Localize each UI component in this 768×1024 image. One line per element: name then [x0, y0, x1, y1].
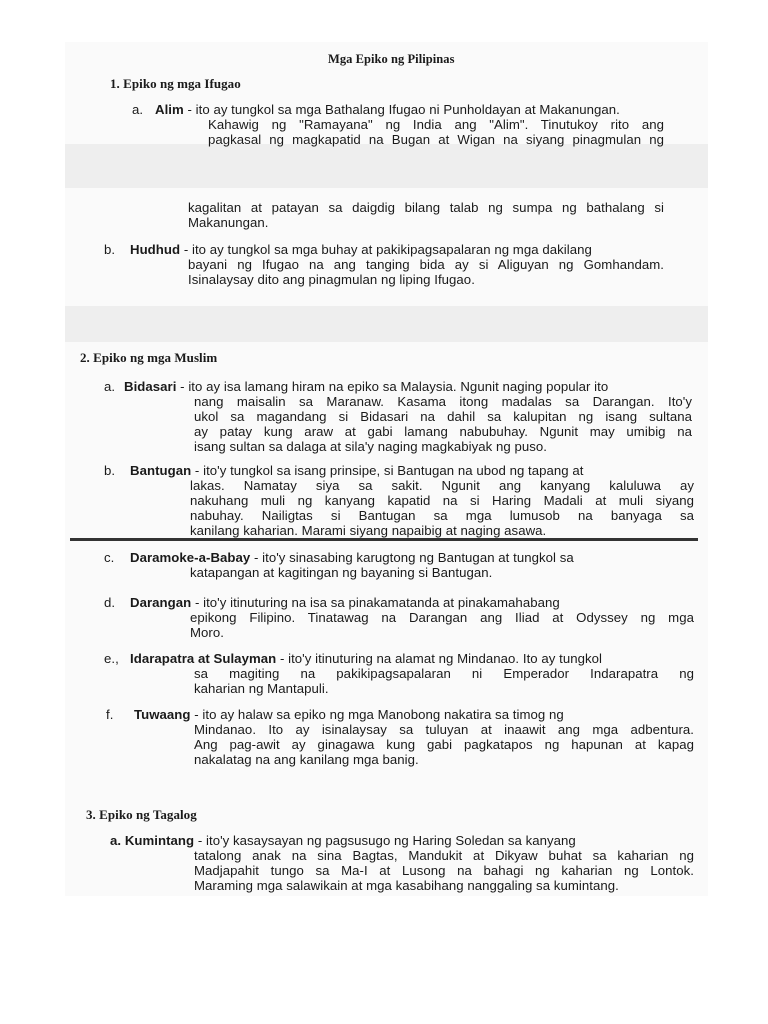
- item-text-line: Maraming mga salawikain at mga kasabihang nanggaling sa kumintang.: [194, 878, 619, 893]
- item-text-line: Madjapahit tungo sa Ma-I at Lusong na bahagi ng kaharian ng Lontok.: [194, 863, 694, 878]
- item-text-line: Mindanao. Ito ay isinalaysay sa tuluyan at inaawit ang mga adbentura.: [194, 722, 694, 737]
- item-text-line: tatalong anak na sina Bagtas, Mandukit at Dikyaw buhat sa kaharian ng: [194, 848, 694, 863]
- item-text-line: kanilang kaharian. Marami siyang napaibig at naging asawa.: [190, 523, 547, 538]
- scan-gap-band: [65, 306, 708, 342]
- item-text-line: nakuhang muli ng kanyang kapatid na si Haring Madali at muli siyang: [190, 493, 694, 508]
- item-letter: d.: [104, 595, 116, 610]
- page-separator-line: [70, 538, 698, 541]
- item-text-line: - ito'y sinasabing karugtong ng Bantugan at tungkol sa: [250, 550, 574, 565]
- section-heading: 1. Epiko ng mga Ifugao: [110, 76, 241, 91]
- epic-name: Daramoke-a-Babay: [130, 550, 251, 565]
- epic-name: Tuwaang: [134, 707, 191, 722]
- item-text-line: ay patay kung araw at gabi lamang nabubuhay. Ngunit may umibig na: [194, 424, 692, 439]
- epic-name: Kumintang: [124, 833, 195, 848]
- item-text-line: - ito'y itinuturing na alamat ng Mindanao. Ito ay tungkol: [276, 651, 603, 666]
- epic-name: Idarapatra at Sulayman: [130, 651, 277, 666]
- item-letter: e.,: [104, 651, 119, 666]
- item-text-line: - ito'y tungkol sa isang prinsipe, si Bantugan na ubod ng tapang at: [191, 463, 584, 478]
- item-text-line: - ito'y kasaysayan ng pagsusugo ng Haring Soledan sa kanyang: [194, 833, 576, 848]
- scan-gap-band: [65, 144, 708, 188]
- list-item: [155, 102, 620, 117]
- document-title: Mga Epiko ng Pilipinas: [328, 52, 455, 66]
- list-item: [124, 379, 608, 394]
- list-item: [130, 595, 560, 610]
- item-letter: a.: [110, 833, 122, 848]
- item-letter: f.: [106, 707, 114, 722]
- section-heading: 2. Epiko ng mga Muslim: [80, 350, 218, 365]
- item-text-line: - ito ay isa lamang hiram na epiko sa Malaysia. Ngunit naging popular ito: [176, 379, 609, 394]
- list-item: [134, 707, 564, 722]
- list-item: [130, 651, 602, 666]
- item-text-line: Makanungan.: [188, 215, 269, 230]
- item-text-line: bayani ng Ifugao na ang tanging bida ay si Aliguyan ng Gomhandam.: [188, 257, 664, 272]
- item-text-line: epikong Filipino. Tinatawag na Darangan ang Iliad at Odyssey ng mga: [190, 610, 694, 625]
- item-letter: b.: [104, 242, 116, 257]
- section-heading: 3. Epiko ng Tagalog: [86, 807, 197, 822]
- list-item: [130, 550, 574, 565]
- item-text-line: Moro.: [190, 625, 224, 640]
- item-text-line: Isinalaysay dito ang pinagmulan ng liping Ifugao.: [188, 272, 475, 287]
- epic-name: Bidasari: [124, 379, 177, 394]
- item-text-line: - ito ay halaw sa epiko ng mga Manobong nakatira sa timog ng: [190, 707, 564, 722]
- item-text-line: - ito ay tungkol sa mga Bathalang Ifugao ni Punholdayan at Makanungan.: [183, 102, 620, 117]
- item-letter: b.: [104, 463, 116, 478]
- item-text-line: sa magiting na pakikipagsapalaran ni Emperador Indarapatra ng: [194, 666, 694, 681]
- item-text-line: kaharian ng Mantapuli.: [194, 681, 329, 696]
- item-text-line: katapangan at kagitingan ng bayaning si Bantugan.: [190, 565, 493, 580]
- list-item: [110, 833, 576, 848]
- item-text-line: nang maisalin sa Maranaw. Kasama itong madalas sa Darangan. Ito'y: [194, 394, 692, 409]
- item-text-line: ukol sa magandang si Bidasari na dahil sa kalupitan ng isang sultana: [194, 409, 692, 424]
- item-letter: a.: [132, 102, 144, 117]
- item-text-line: nakalatag na ang kanilang mga banig.: [194, 752, 419, 767]
- list-item: [130, 242, 592, 257]
- item-letter: c.: [104, 550, 115, 565]
- item-text-line: Kahawig ng "Ramayana" ng India ang "Alim". Tinutukoy rito ang: [208, 117, 664, 132]
- list-item: [130, 463, 584, 478]
- item-text-line: pagkasal ng magkapatid na Bugan at Wigan na siyang pinagmulan ng: [208, 132, 664, 147]
- item-text-line: Ang pag-awit ay ginagawa kung gabi pagkatapos ng hapunan at kapag: [194, 737, 694, 752]
- item-text-line: nabuhay. Nailigtas si Bantugan sa mga lumusob na banyaga sa: [190, 508, 694, 523]
- epic-name: Alim: [155, 102, 184, 117]
- item-text-line: lakas. Namatay siya sa sakit. Ngunit ang kanyang kaluluwa ay: [190, 478, 694, 493]
- epic-name: Bantugan: [130, 463, 192, 478]
- item-text-line: - ito'y itinuturing na isa sa pinakamatanda at pinakamahabang: [191, 595, 560, 610]
- item-text-line: kagalitan at patayan sa daigdig bilang talab ng sumpa ng bathalang si: [188, 200, 664, 215]
- epic-name: Hudhud: [130, 242, 181, 257]
- item-text-line: isang sultan sa dalaga at sila'y naging magkabiyak ng puso.: [194, 439, 547, 454]
- item-text-line: - ito ay tungkol sa mga buhay at pakikipagsapalaran ng mga dakilang: [180, 242, 592, 257]
- epic-name: Darangan: [130, 595, 192, 610]
- item-letter: a.: [104, 379, 116, 394]
